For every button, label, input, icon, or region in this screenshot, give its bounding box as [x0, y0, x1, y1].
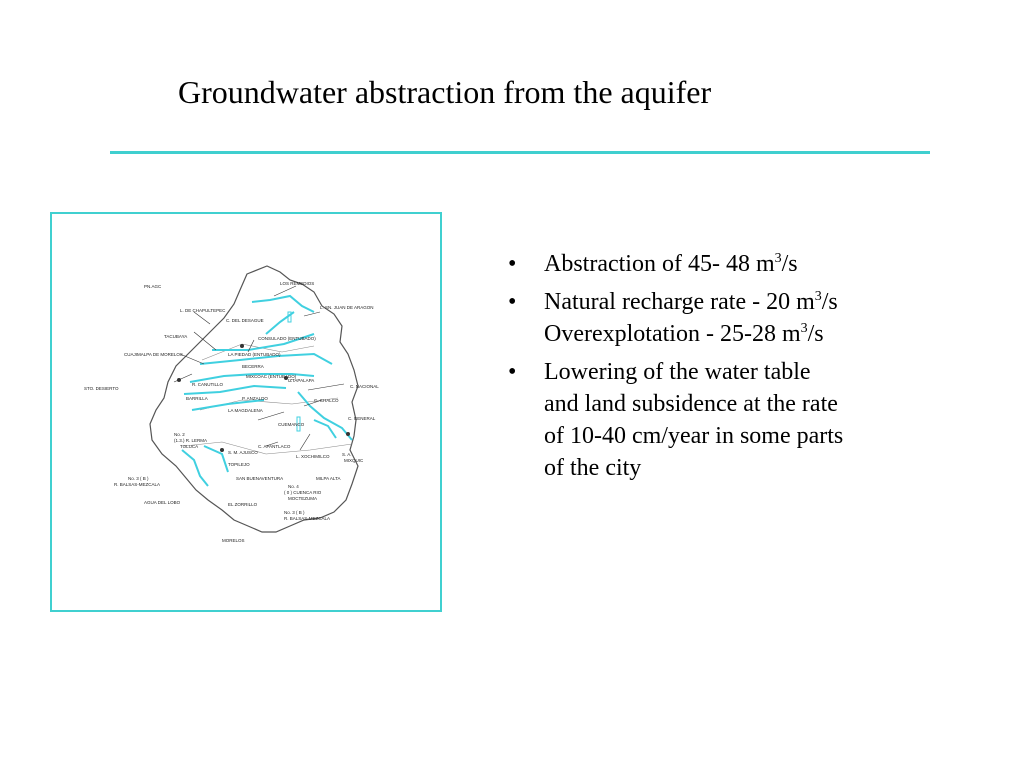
bullet-line: of 10-40 cm/year in some parts: [544, 423, 844, 449]
bullet-line: Lowering of the water table: [544, 359, 811, 385]
bullet-list: [508, 248, 948, 490]
map-label: STO. DESIERTO: [84, 386, 119, 391]
map-label: EL ZORRILLO: [228, 502, 258, 507]
map-labels: [84, 281, 379, 543]
map-label: L. SN. JUAN DE ARAGON: [320, 305, 374, 310]
map-label: L. XOCHIMILCO: [296, 454, 330, 459]
slide-title: Groundwater abstraction from the aquifer: [178, 74, 712, 110]
map-label: P. ANZALDO: [242, 396, 268, 401]
map-label: BECERRA: [242, 364, 264, 369]
map-label: MORELOS: [222, 538, 245, 543]
map-label: No. 2: [174, 432, 185, 437]
map-label: No. 3 ( B ): [284, 510, 305, 515]
map-label: MOCTEZUMA: [288, 496, 317, 501]
map-label: IZTAPALAPA: [288, 378, 315, 383]
map-label: TACUBAYA: [164, 334, 188, 339]
map-label: MIXCOAC (ENTUBADO): [246, 374, 297, 379]
bullet-line: and land subsidence at the rate: [544, 391, 838, 417]
map-label: CUEMANCO: [278, 422, 305, 427]
map-label: S. M. AJUSCO: [228, 450, 258, 455]
canal-marker: [288, 312, 291, 322]
bullet-line: of the city: [544, 455, 642, 481]
bullet-item: [508, 248, 948, 280]
map-label: MIXQUIC: [344, 458, 364, 463]
map-label: ( 0 ) CUENCA RIO: [284, 490, 322, 495]
map-label: No. 4: [288, 484, 299, 489]
bullet-symbol: •: [508, 359, 517, 385]
map-label: L. DE CHAPULTEPEC: [180, 308, 226, 313]
map-label: CUAJIMALPA DE MORELOS: [124, 352, 183, 357]
map-label: LOS REMEDIOS: [280, 281, 315, 286]
bullet-symbol: •: [508, 251, 517, 277]
bullet-symbol: •: [508, 289, 517, 315]
map-label: TOLUCA: [180, 444, 199, 449]
map-label: R. BALSAS-MEZCALA: [284, 516, 331, 521]
map-label: SAN BUENAVENTURA: [236, 476, 284, 481]
bullet-line: Natural recharge rate - 20 $m^3/s$: [544, 289, 838, 315]
map-label: C. GENERAL: [348, 416, 376, 421]
bullet-item: [508, 356, 948, 484]
map-label: LA MAGDALENA: [228, 408, 263, 413]
map-label: R. CANUTILLO: [192, 382, 224, 387]
bullet-line: Abstraction of 45- 48 $m^3/s$: [544, 251, 798, 277]
bullet-line: Overexplotation - 25-28 $m^3/s$: [544, 321, 824, 347]
map-label: R. BALSAS-MEZCALA: [114, 482, 161, 487]
map-label: BARRILLA: [186, 396, 208, 401]
map-label: (1.3.) R. LERMA: [174, 438, 208, 443]
map-label: CONSULADO (ENTUBADO): [258, 336, 316, 341]
map-label: C. NACIONAL: [350, 384, 379, 389]
map-label: No. 3 ( B ): [128, 476, 149, 481]
map-label: C. DEL DESAGUE: [226, 318, 264, 323]
title-underline: [110, 151, 930, 154]
map-label: MILPA ALTA: [316, 476, 341, 481]
bullet-item: [508, 286, 948, 350]
map-drawing: [52, 214, 440, 610]
map-label: AGUA DEL LOBO: [144, 500, 181, 505]
map-label: TOPILEJO: [228, 462, 250, 467]
map-label: C. APANTLACO: [258, 444, 291, 449]
map-label: S. A.: [342, 452, 352, 457]
map-label: C. CHALCO: [314, 398, 339, 403]
aquifer-map: [50, 212, 442, 612]
map-label: LA PIEDAD (ENTUBADO): [228, 352, 281, 357]
map-label: PN.AGC: [144, 284, 162, 289]
